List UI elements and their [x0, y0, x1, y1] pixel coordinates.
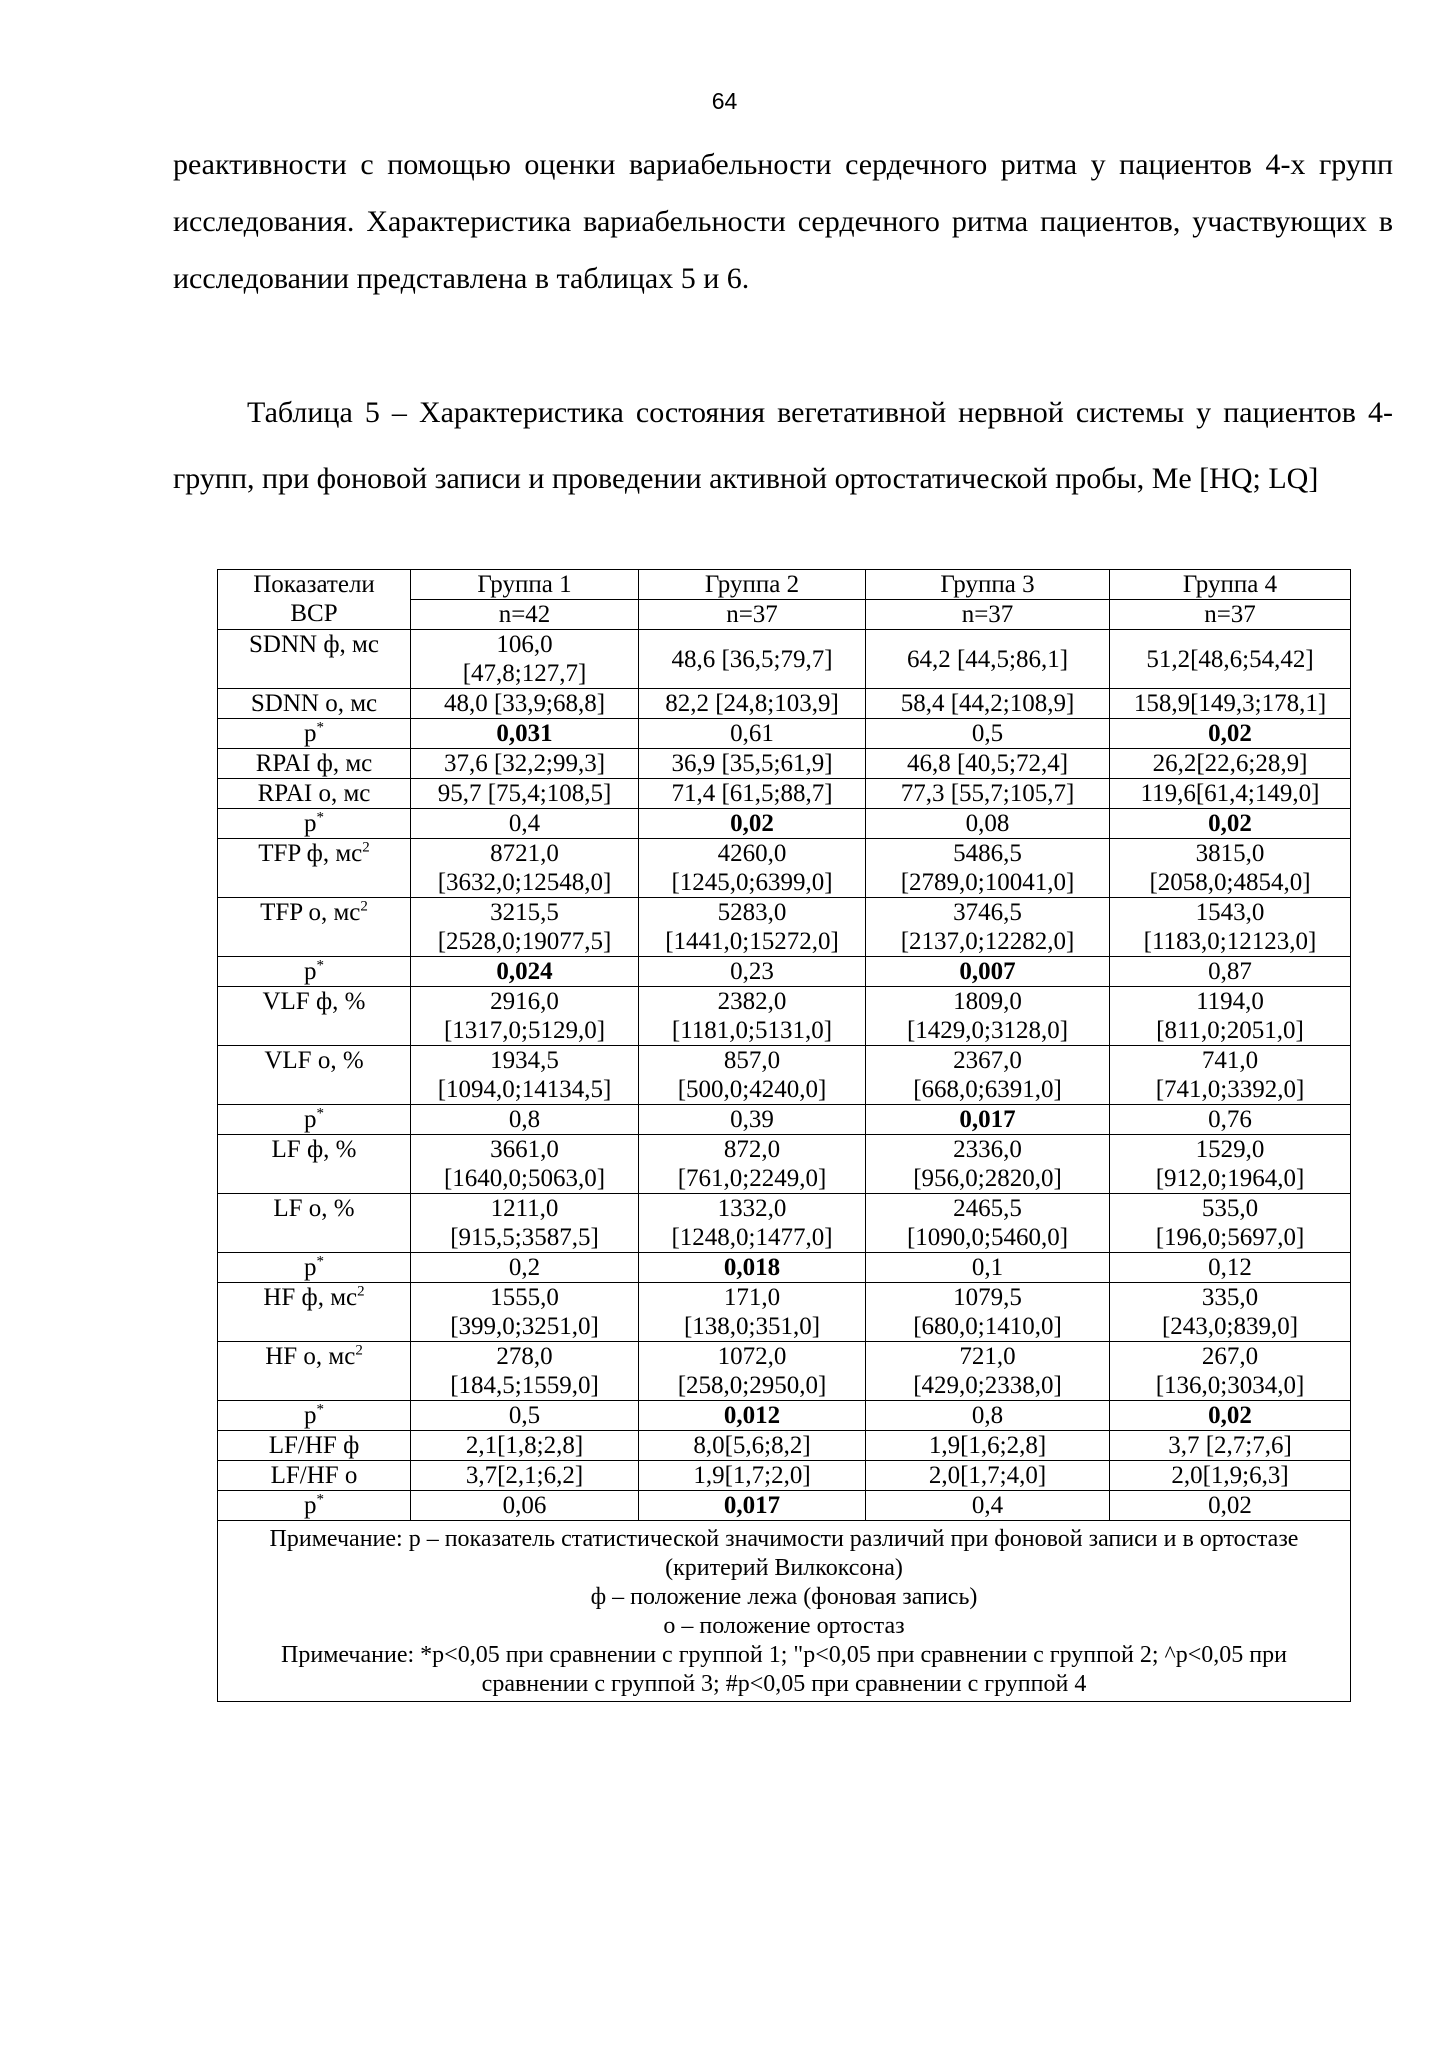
value-cell-group-4	[1110, 1046, 1351, 1105]
value-cell-group-1	[411, 1342, 639, 1401]
row-label-cell	[218, 1461, 411, 1491]
value-cell-group-1	[411, 1253, 639, 1283]
cell-value-line: [2789,0;10041,0]	[900, 869, 1075, 896]
cell-value-line: 335,0	[1201, 1284, 1259, 1311]
value-cell-group-4	[1110, 719, 1351, 749]
cell-value-line: 0,02	[730, 810, 774, 837]
cell-value-line: 4260,0	[717, 840, 787, 867]
row-label: SDNN ф, мс	[249, 631, 379, 658]
cell-value-line: 95,7 [75,4;108,5]	[437, 780, 612, 807]
cell-value-line: 2916,0	[490, 988, 559, 1015]
cell-value-line: 0,007	[959, 958, 1016, 985]
value-cell-group-4	[1110, 1194, 1351, 1253]
group-2-n: n=37	[639, 600, 866, 630]
cell-value-line: 0,1	[971, 1254, 1004, 1281]
cell-value-line: 535,0	[1201, 1195, 1259, 1222]
cell-value-line: 0,39	[730, 1106, 774, 1133]
hrv-table	[217, 569, 1351, 1702]
cell-value-line: [956,0;2820,0]	[913, 1165, 1062, 1192]
group-1-n: n=42	[411, 600, 639, 630]
row-label: p	[304, 1492, 317, 1519]
cell-value-line: 106,0	[496, 631, 553, 658]
cell-value-line: 1194,0	[1196, 988, 1264, 1015]
value-cell-group-4	[1110, 1283, 1351, 1342]
table-notes-cell	[218, 1521, 1351, 1702]
value-cell-group-1	[411, 957, 639, 987]
header-indicator-line1: Показатели	[253, 571, 375, 598]
cell-value-line: 0,4	[971, 1492, 1004, 1519]
table-row	[218, 1046, 1351, 1105]
cell-value-line: [2058,0;4854,0]	[1149, 869, 1311, 896]
table-row	[218, 630, 1351, 689]
row-label: SDNN о, мс	[250, 690, 378, 717]
table-note-2: ф – положение лежа (фоновая запись)	[590, 1584, 978, 1610]
value-cell-group-3	[866, 1105, 1110, 1135]
row-label: TFP ф, мс	[258, 840, 363, 867]
row-label-superscript: *	[316, 1491, 324, 1508]
cell-value-line: [1090,0;5460,0]	[906, 1224, 1069, 1251]
table-row	[218, 1283, 1351, 1342]
cell-value-line: 3746,5	[953, 899, 1022, 926]
cell-value-line: 1529,0	[1195, 1136, 1265, 1163]
value-cell-group-4	[1110, 1135, 1351, 1194]
cell-value-line: 0,024	[496, 958, 553, 985]
value-cell-group-2	[639, 1105, 866, 1135]
value-cell-group-3	[866, 1342, 1110, 1401]
cell-value-line: 0,87	[1208, 958, 1252, 985]
value-cell-group-2	[639, 957, 866, 987]
value-cell-group-1	[411, 898, 639, 957]
cell-value-line: [136,0;3034,0]	[1155, 1372, 1305, 1399]
row-label: p	[304, 1106, 317, 1133]
cell-value-line: 51,2[48,6;54,42]	[1146, 645, 1314, 673]
row-label-cell	[218, 719, 411, 749]
cell-value-line: 2,0[1,9;6,3]	[1171, 1462, 1289, 1489]
row-label: HF о, мс	[265, 1343, 356, 1370]
row-label-superscript: *	[316, 1401, 324, 1418]
cell-value-line: [1245,0;6399,0]	[671, 869, 833, 896]
cell-value-line: 5283,0	[717, 899, 787, 926]
group-4-n: n=37	[1110, 600, 1351, 630]
cell-value-line: 1555,0	[490, 1284, 559, 1311]
cell-value-line: [1317,0;5129,0]	[443, 1017, 606, 1044]
value-cell-group-4	[1110, 898, 1351, 957]
row-label-superscript: 2	[360, 898, 368, 915]
cell-value-line: [915,5;3587,5]	[450, 1224, 599, 1251]
cell-value-line: 0,017	[959, 1106, 1016, 1133]
row-label: TFP о, мс	[260, 899, 361, 926]
row-label-cell	[218, 987, 411, 1046]
cell-value-line: 8721,0	[490, 840, 559, 867]
value-cell-group-1	[411, 779, 639, 809]
table-row	[218, 898, 1351, 957]
row-label-cell	[218, 839, 411, 898]
row-label: LF о, %	[273, 1195, 355, 1222]
table-row	[218, 1105, 1351, 1135]
table-row	[218, 1401, 1351, 1431]
row-label-cell	[218, 630, 411, 689]
page-number: 64	[711, 88, 738, 114]
value-cell-group-1	[411, 719, 639, 749]
value-cell-group-3	[866, 1431, 1110, 1461]
row-label-superscript: 2	[362, 839, 370, 856]
intro-paragraph: реактивности с помощью оценки вариабельности сердечного ритма у пациентов 4-х групп исследования. Характеристика вариабельности сердечного ритма пациентов, участвующих в исследовании представлена в таблицах 5 и 6.	[173, 148, 1393, 295]
value-cell-group-1	[411, 839, 639, 898]
value-cell-group-3	[866, 749, 1110, 779]
row-label-cell	[218, 1194, 411, 1253]
value-cell-group-3	[866, 689, 1110, 719]
cell-value-line: 64,2 [44,5;86,1]	[906, 645, 1069, 673]
value-cell-group-2	[639, 1283, 866, 1342]
value-cell-group-3	[866, 1461, 1110, 1491]
cell-value-line: [1183,0;12123,0]	[1143, 928, 1317, 955]
value-cell-group-1	[411, 1046, 639, 1105]
value-cell-group-2	[639, 1194, 866, 1253]
table-row	[218, 779, 1351, 809]
cell-value-line: 2,1[1,8;2,8]	[465, 1432, 584, 1459]
row-label-cell	[218, 1491, 411, 1521]
row-label: p	[304, 1402, 317, 1429]
cell-value-line: 0,02	[1208, 1492, 1252, 1519]
value-cell-group-2	[639, 839, 866, 898]
value-cell-group-1	[411, 1283, 639, 1342]
cell-value-line: 0,12	[1208, 1254, 1252, 1281]
value-cell-group-1	[411, 630, 639, 689]
table-row	[218, 719, 1351, 749]
cell-value-line: [399,0;3251,0]	[450, 1313, 599, 1340]
value-cell-group-4	[1110, 1342, 1351, 1401]
row-label-superscript: *	[316, 1253, 324, 1270]
cell-value-line: [196,0;5697,0]	[1155, 1224, 1305, 1251]
header-indicator-line2: ВСР	[290, 600, 338, 627]
value-cell-group-2	[639, 987, 866, 1046]
row-label-cell	[218, 809, 411, 839]
value-cell-group-1	[411, 1105, 639, 1135]
row-label-cell	[218, 898, 411, 957]
cell-value-line: 1809,0	[953, 988, 1022, 1015]
cell-value-line: 119,6[61,4;149,0]	[1140, 780, 1320, 807]
table-row	[218, 1431, 1351, 1461]
table-note-3: о – положение ортостаз	[663, 1613, 905, 1639]
value-cell-group-4	[1110, 689, 1351, 719]
row-label-superscript: *	[316, 809, 324, 826]
row-label: LF/HF о	[270, 1462, 358, 1489]
cell-value-line: [811,0;2051,0]	[1156, 1017, 1304, 1044]
cell-value-line: 0,4	[508, 810, 541, 837]
cell-value-line: [668,0;6391,0]	[913, 1076, 1062, 1103]
value-cell-group-1	[411, 1194, 639, 1253]
value-cell-group-4	[1110, 839, 1351, 898]
cell-value-line: 1332,0	[717, 1195, 787, 1222]
cell-value-line: 0,018	[723, 1254, 781, 1281]
cell-value-line: 857,0	[723, 1047, 781, 1074]
cell-value-line: [741,0;3392,0]	[1155, 1076, 1305, 1103]
cell-value-line: [2137,0;12282,0]	[900, 928, 1075, 955]
row-label: RPAI ф, мс	[255, 750, 373, 777]
row-label-cell	[218, 957, 411, 987]
cell-value-line: 26,2[22,6;28,9]	[1152, 750, 1308, 777]
row-label-superscript: 2	[357, 1283, 365, 1300]
row-label: RPAI о, мс	[257, 780, 371, 807]
cell-value-line: 0,5	[508, 1402, 541, 1429]
row-label-cell	[218, 749, 411, 779]
cell-value-line: 2367,0	[953, 1047, 1022, 1074]
cell-value-line: 3215,5	[490, 899, 559, 926]
value-cell-group-2	[639, 1046, 866, 1105]
cell-value-line: 0,012	[723, 1402, 781, 1429]
value-cell-group-4	[1110, 1431, 1351, 1461]
value-cell-group-1	[411, 1461, 639, 1491]
row-label-superscript: *	[316, 1105, 324, 1122]
cell-value-line: 1934,5	[490, 1047, 559, 1074]
header-indicator-cell	[218, 570, 411, 630]
value-cell-group-3	[866, 898, 1110, 957]
cell-value-line: 48,0 [33,9;68,8]	[443, 690, 606, 717]
value-cell-group-3	[866, 1046, 1110, 1105]
table-note-4: Примечание: *p<0,05 при сравнении с группой 1; "p<0,05 при сравнении с группой 2; ^p<0,05 при сравнении с группой 3; #p<0,05 при сравнении с группой 4	[281, 1642, 1287, 1697]
value-cell-group-3	[866, 719, 1110, 749]
value-cell-group-4	[1110, 779, 1351, 809]
cell-value-line: 36,9 [35,5;61,9]	[671, 750, 833, 777]
value-cell-group-4	[1110, 1401, 1351, 1431]
cell-value-line: 1,9[1,7;2,0]	[693, 1462, 811, 1489]
cell-value-line: 82,2 [24,8;103,9]	[665, 690, 839, 717]
value-cell-group-2	[639, 749, 866, 779]
value-cell-group-3	[866, 1283, 1110, 1342]
row-label-cell	[218, 1342, 411, 1401]
value-cell-group-3	[866, 1401, 1110, 1431]
header-group-1: Группа 1	[411, 570, 639, 600]
table-note-1: Примечание: p – показатель статистической значимости различий при фоновой записи и в ортостазе (критерий Вилкоксона)	[269, 1526, 1299, 1581]
cell-value-line: [138,0;351,0]	[683, 1313, 821, 1340]
cell-value-line: 1543,0	[1195, 899, 1265, 926]
header-group-3: Группа 3	[866, 570, 1110, 600]
cell-value-line: [1429,0;3128,0]	[906, 1017, 1069, 1044]
group-3-n: n=37	[866, 600, 1110, 630]
value-cell-group-4	[1110, 987, 1351, 1046]
value-cell-group-3	[866, 1135, 1110, 1194]
cell-value-line: 2,0[1,7;4,0]	[928, 1462, 1047, 1489]
value-cell-group-3	[866, 957, 1110, 987]
row-label: LF ф, %	[271, 1136, 357, 1163]
row-label: VLF о, %	[264, 1047, 364, 1074]
value-cell-group-3	[866, 809, 1110, 839]
value-cell-group-4	[1110, 1491, 1351, 1521]
value-cell-group-2	[639, 1401, 866, 1431]
value-cell-group-2	[639, 719, 866, 749]
row-label-cell	[218, 1046, 411, 1105]
value-cell-group-4	[1110, 809, 1351, 839]
cell-value-line: 872,0	[723, 1136, 781, 1163]
cell-value-line: 5486,5	[953, 840, 1022, 867]
value-cell-group-2	[639, 1253, 866, 1283]
cell-value-line: 0,76	[1208, 1106, 1252, 1133]
cell-value-line: 1,9[1,6;2,8]	[928, 1432, 1047, 1459]
cell-value-line: 3,7[2,1;6,2]	[465, 1462, 584, 1489]
header-group-2: Группа 2	[639, 570, 866, 600]
cell-value-line: 2465,5	[953, 1195, 1022, 1222]
cell-value-line: 171,0	[723, 1284, 781, 1311]
cell-value-line: 1072,0	[717, 1343, 787, 1370]
value-cell-group-3	[866, 779, 1110, 809]
table-row	[218, 987, 1351, 1046]
table-row	[218, 839, 1351, 898]
cell-value-line: 2382,0	[717, 988, 787, 1015]
cell-value-line: [1248,0;1477,0]	[671, 1224, 833, 1251]
value-cell-group-3	[866, 987, 1110, 1046]
value-cell-group-3	[866, 839, 1110, 898]
value-cell-group-4	[1110, 1105, 1351, 1135]
cell-value-line: 3,7 [2,7;7,6]	[1168, 1432, 1292, 1459]
value-cell-group-2	[639, 1461, 866, 1491]
cell-value-line: 8,0[5,6;8,2]	[693, 1432, 811, 1459]
value-cell-group-4	[1110, 1253, 1351, 1283]
cell-value-line: 267,0	[1201, 1343, 1259, 1370]
cell-value-line: [1640,0;5063,0]	[443, 1165, 606, 1192]
value-cell-group-2	[639, 1342, 866, 1401]
cell-value-line: [912,0;1964,0]	[1155, 1165, 1305, 1192]
table-row	[218, 1194, 1351, 1253]
value-cell-group-3	[866, 630, 1110, 689]
value-cell-group-4	[1110, 1461, 1351, 1491]
cell-value-line: [47,8;127,7]	[462, 660, 587, 687]
table-row	[218, 689, 1351, 719]
cell-value-line: [429,0;2338,0]	[913, 1372, 1062, 1399]
row-label-cell	[218, 1105, 411, 1135]
cell-value-line: [761,0;2249,0]	[677, 1165, 827, 1192]
table-caption: Таблица 5 – Характеристика состояния вегетативной нервной системы у пациентов 4-групп, при фоновой записи и проведении активной ортостатической пробы, Me [HQ; LQ]	[173, 396, 1393, 495]
row-label: p	[304, 810, 317, 837]
cell-value-line: [184,5;1559,0]	[450, 1372, 599, 1399]
cell-value-line: 3815,0	[1195, 840, 1265, 867]
row-label: VLF ф, %	[262, 988, 366, 1015]
cell-value-line: 0,02	[1208, 810, 1252, 837]
row-label: p	[304, 1254, 317, 1281]
row-label-cell	[218, 779, 411, 809]
cell-value-line: 46,8 [40,5;72,4]	[906, 750, 1069, 777]
value-cell-group-1	[411, 1401, 639, 1431]
cell-value-line: 2336,0	[953, 1136, 1022, 1163]
row-label-cell	[218, 1253, 411, 1283]
row-label-cell	[218, 1431, 411, 1461]
cell-value-line: 0,2	[508, 1254, 541, 1281]
cell-value-line: 58,4 [44,2;108,9]	[900, 690, 1075, 717]
value-cell-group-4	[1110, 630, 1351, 689]
cell-value-line: 0,61	[730, 720, 774, 747]
row-label-superscript: *	[316, 957, 324, 974]
cell-value-line: 0,031	[496, 720, 553, 747]
cell-value-line: 278,0	[496, 1343, 553, 1370]
value-cell-group-1	[411, 987, 639, 1046]
value-cell-group-2	[639, 809, 866, 839]
table-row	[218, 749, 1351, 779]
cell-value-line: 3661,0	[490, 1136, 559, 1163]
table-row	[218, 809, 1351, 839]
cell-value-line: 1211,0	[490, 1195, 559, 1222]
value-cell-group-4	[1110, 749, 1351, 779]
table-row	[218, 1491, 1351, 1521]
row-label: HF ф, мс	[263, 1284, 358, 1311]
cell-value-line: [680,0;1410,0]	[913, 1313, 1062, 1340]
value-cell-group-3	[866, 1253, 1110, 1283]
cell-value-line: 0,8	[971, 1402, 1004, 1429]
cell-value-line: 0,23	[730, 958, 774, 985]
cell-value-line: 0,8	[508, 1106, 541, 1133]
value-cell-group-4	[1110, 957, 1351, 987]
cell-value-line: [1181,0;5131,0]	[671, 1017, 833, 1044]
cell-value-line: 0,06	[502, 1492, 547, 1519]
row-label-cell	[218, 689, 411, 719]
table-row	[218, 1461, 1351, 1491]
cell-value-line: [3632,0;12548,0]	[437, 869, 612, 896]
value-cell-group-1	[411, 1135, 639, 1194]
cell-value-line: [1441,0;15272,0]	[665, 928, 839, 955]
cell-value-line: 1079,5	[953, 1284, 1022, 1311]
cell-value-line: 71,4 [61,5;88,7]	[671, 780, 833, 807]
value-cell-group-2	[639, 689, 866, 719]
value-cell-group-2	[639, 1491, 866, 1521]
cell-value-line: 77,3 [55,7;105,7]	[900, 780, 1075, 807]
value-cell-group-2	[639, 1135, 866, 1194]
row-label-superscript: *	[316, 719, 324, 736]
value-cell-group-2	[639, 630, 866, 689]
table-notes-row	[218, 1521, 1351, 1702]
cell-value-line: 741,0	[1201, 1047, 1259, 1074]
table-header-row	[218, 570, 1351, 600]
cell-value-line: [2528,0;19077,5]	[437, 928, 612, 955]
cell-value-line: [500,0;4240,0]	[677, 1076, 827, 1103]
value-cell-group-1	[411, 749, 639, 779]
cell-value-line: 0,02	[1208, 1402, 1252, 1429]
table-row	[218, 1342, 1351, 1401]
cell-value-line: 37,6 [32,2;99,3]	[443, 750, 606, 777]
row-label-cell	[218, 1283, 411, 1342]
row-label: p	[304, 720, 317, 747]
cell-value-line: 0,5	[971, 720, 1004, 747]
cell-value-line: 0,017	[723, 1492, 781, 1519]
cell-value-line: [243,0;839,0]	[1161, 1313, 1299, 1340]
cell-value-line: 158,9[149,3;178,1]	[1133, 690, 1327, 717]
cell-value-line: 48,6 [36,5;79,7]	[671, 645, 833, 673]
value-cell-group-1	[411, 1491, 639, 1521]
table-row	[218, 1253, 1351, 1283]
value-cell-group-1	[411, 1431, 639, 1461]
value-cell-group-2	[639, 1431, 866, 1461]
cell-value-line: [258,0;2950,0]	[677, 1372, 827, 1399]
value-cell-group-2	[639, 898, 866, 957]
row-label-superscript: 2	[355, 1342, 363, 1359]
row-label: LF/HF ф	[268, 1432, 360, 1459]
table-row	[218, 1135, 1351, 1194]
row-label-cell	[218, 1135, 411, 1194]
value-cell-group-2	[639, 779, 866, 809]
row-label: p	[304, 958, 317, 985]
value-cell-group-1	[411, 809, 639, 839]
cell-value-line: [1094,0;14134,5]	[437, 1076, 612, 1103]
table-row	[218, 957, 1351, 987]
cell-value-line: 0,02	[1208, 720, 1252, 747]
value-cell-group-3	[866, 1491, 1110, 1521]
value-cell-group-1	[411, 689, 639, 719]
cell-value-line: 721,0	[959, 1343, 1016, 1370]
value-cell-group-3	[866, 1194, 1110, 1253]
row-label-cell	[218, 1401, 411, 1431]
header-group-4: Группа 4	[1110, 570, 1351, 600]
cell-value-line: 0,08	[965, 810, 1010, 837]
